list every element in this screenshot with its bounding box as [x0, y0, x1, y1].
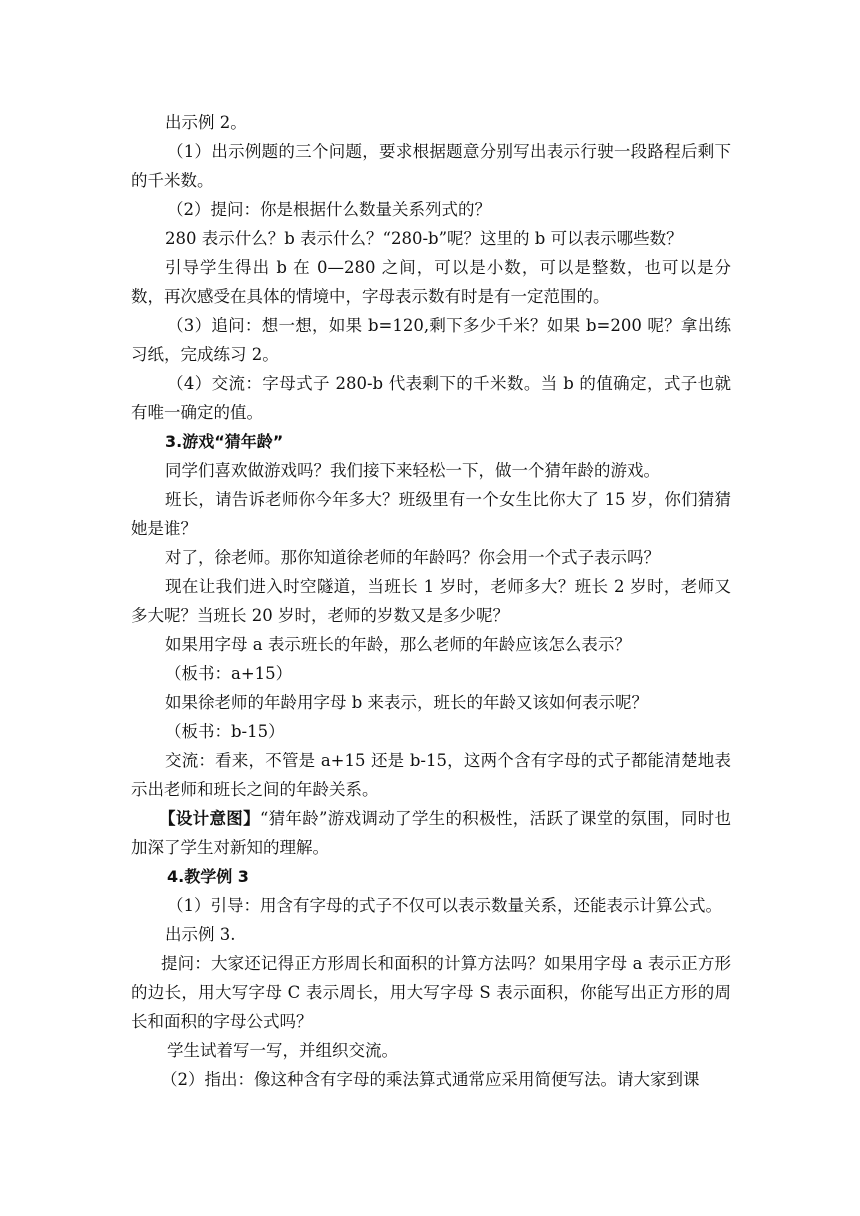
- paragraph-time-tunnel: 现在让我们进入时空隧道，当班长 1 岁时，老师多大？班长 2 岁时，老师又多大呢？当班长 20 岁时，老师的岁数又是多少呢？: [131, 577, 731, 625]
- document-body: [131, 108, 731, 1094]
- paragraph-exchange: 交流：看来，不管是 a+15 还是 b-15，这两个含有字母的式子都能清楚地表示出老师和班长之间的年龄关系。: [131, 751, 731, 799]
- paragraph-step-2: （2）提问：你是根据什么数量关系列式的？: [167, 200, 491, 219]
- paragraph-teacher-xu: 对了，徐老师。那你知道徐老师的年龄吗？你会用一个式子表示吗？: [165, 548, 660, 567]
- section-heading-example-3: 4.教学例 3: [167, 867, 249, 886]
- paragraph-step-3: （3）追问：想一想，如果 b=120,剩下多少千米？如果 b=200 呢？拿出练习纸，完成练习 2。: [131, 316, 731, 364]
- paragraph-guide-formula: （1）引导：用含有字母的式子不仅可以表示数量关系，还能表示计算公式。: [167, 896, 722, 915]
- design-intent-label: 【设计意图】: [159, 809, 260, 828]
- section-heading-game: 3.游戏“猜年龄”: [165, 432, 284, 451]
- paragraph-board-b15: （板书：b-15）: [165, 722, 285, 741]
- paragraph-letter-a: 如果用字母 a 表示班长的年龄，那么老师的年龄应该怎么表示？: [165, 635, 631, 654]
- paragraph-guide-range: 引导学生得出 b 在 0—280 之间，可以是小数，可以是整数，也可以是分数，再次感受在具体的情境中，字母表示数有时是有一定范围的。: [131, 258, 731, 306]
- paragraph-question-280: 280 表示什么？b 表示什么？“280-b”呢？这里的 b 可以表示哪些数？: [165, 229, 683, 248]
- paragraph-monitor-age: 班长，请告诉老师你今年多大？班级里有一个女生比你大了 15 岁，你们猜猜她是谁？: [131, 490, 731, 538]
- paragraph-square-question: 提问：大家还记得正方形周长和面积的计算方法吗？如果用字母 a 表示正方形的边长，用大写字母 C 表示周长，用大写字母 S 表示面积，你能写出正方形的周长和面积的字母公式吗？: [131, 954, 731, 1031]
- paragraph-step-1: （1）出示例题的三个问题，要求根据题意分别写出表示行驶一段路程后剩下的千米数。: [131, 142, 731, 190]
- paragraph-show-example-2: 出示例 2。: [165, 113, 247, 132]
- paragraph-step-4: （4）交流：字母式子 280-b 代表剩下的千米数。当 b 的值确定，式子也就有唯一确定的值。: [131, 374, 731, 422]
- paragraph-design-intent: [131, 804, 731, 862]
- design-intent-text: “猜年龄”游戏调动了学生的积极性，活跃了课堂的氛围，同时也加深了学生对新知的理解。: [131, 809, 731, 857]
- paragraph-step-2-point-out: （2）指出：像这种含有字母的乘法算式通常应采用简便写法。请大家到课: [161, 1070, 700, 1089]
- paragraph-students-write: 学生试着写一写，并组织交流。: [167, 1041, 398, 1060]
- paragraph-game-intro: 同学们喜欢做游戏吗？我们接下来轻松一下，做一个猜年龄的游戏。: [165, 461, 660, 480]
- paragraph-show-example-3: 出示例 3.: [165, 925, 236, 944]
- paragraph-letter-b: 如果徐老师的年龄用字母 b 来表示，班长的年龄又该如何表示呢？: [165, 693, 649, 712]
- paragraph-board-a15: （板书：a+15）: [165, 664, 293, 683]
